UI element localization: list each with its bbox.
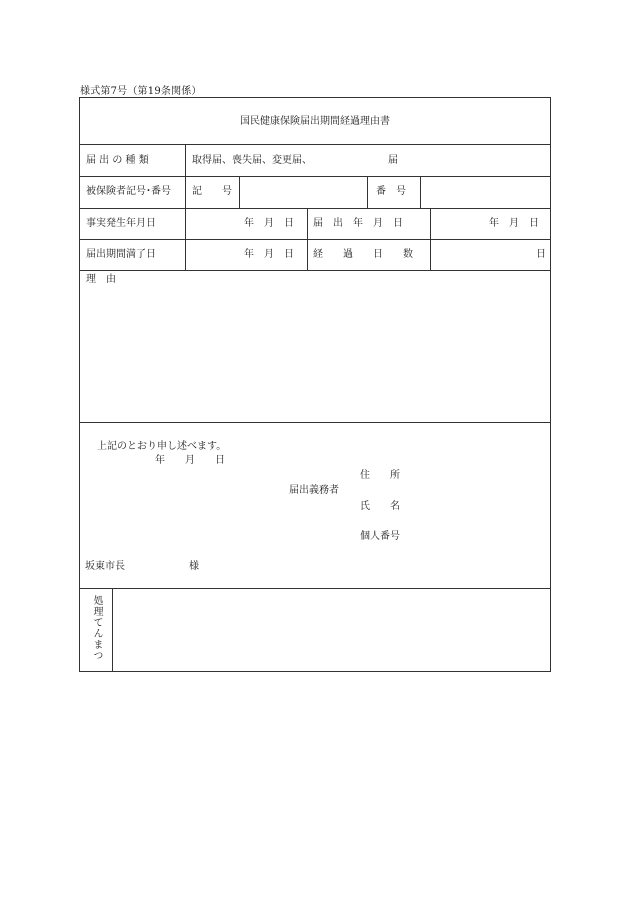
obligor-label: 届出義務者 [289, 485, 339, 496]
addressee: 坂東市長 [85, 561, 125, 572]
column-divider [112, 588, 113, 672]
row-divider [80, 239, 550, 240]
bango-label: 番 号 [376, 186, 406, 197]
kigo-label: 記 号 [192, 186, 232, 197]
honorific: 様 [189, 561, 199, 572]
reason-field[interactable] [81, 288, 551, 421]
type-options: 取得届、喪失届、変更届、 [192, 155, 312, 166]
type-label: 届 出 の 種 類 [86, 155, 149, 166]
form-title: 国民健康保険届出期間経過理由書 [240, 116, 390, 127]
deadline-label: 届出期間満了日 [86, 249, 156, 260]
reason-label: 理 由 [86, 274, 116, 285]
bango-field[interactable] [421, 177, 551, 208]
occurrence-label: 事実発生年月日 [86, 218, 156, 229]
column-divider [185, 144, 186, 270]
column-divider [367, 176, 368, 208]
row-divider [80, 270, 550, 271]
declaration-date: 年 月 日 [155, 455, 225, 466]
processing-label: 処理てんまつ [91, 595, 102, 661]
row-divider [80, 422, 550, 423]
insured-label: 被保険者記号･番号 [86, 186, 171, 197]
kigo-field[interactable] [240, 177, 367, 208]
occurrence-date: 年 月 日 [244, 218, 294, 229]
reason-form [79, 97, 551, 672]
row-divider [80, 208, 550, 209]
deadline-date: 年 月 日 [244, 249, 294, 260]
notified-date: 年 月 日 [489, 218, 539, 229]
column-divider [307, 208, 308, 270]
declaration-statement: 上記のとおり申し述べます。 [97, 441, 227, 452]
row-divider [80, 144, 550, 145]
address-label: 住 所 [360, 470, 400, 481]
notified-label: 届 出 年 月 日 [313, 218, 403, 229]
name-label: 氏 名 [360, 501, 400, 512]
elapsed-label: 経 過 日 数 [313, 249, 413, 260]
processing-field[interactable] [114, 589, 551, 671]
type-suffix: 届 [388, 155, 398, 166]
personal-number-label: 個人番号 [360, 531, 400, 542]
elapsed-unit: 日 [536, 249, 546, 260]
column-divider [430, 208, 431, 270]
form-number-label: 様式第7号（第19条関係） [80, 86, 202, 97]
